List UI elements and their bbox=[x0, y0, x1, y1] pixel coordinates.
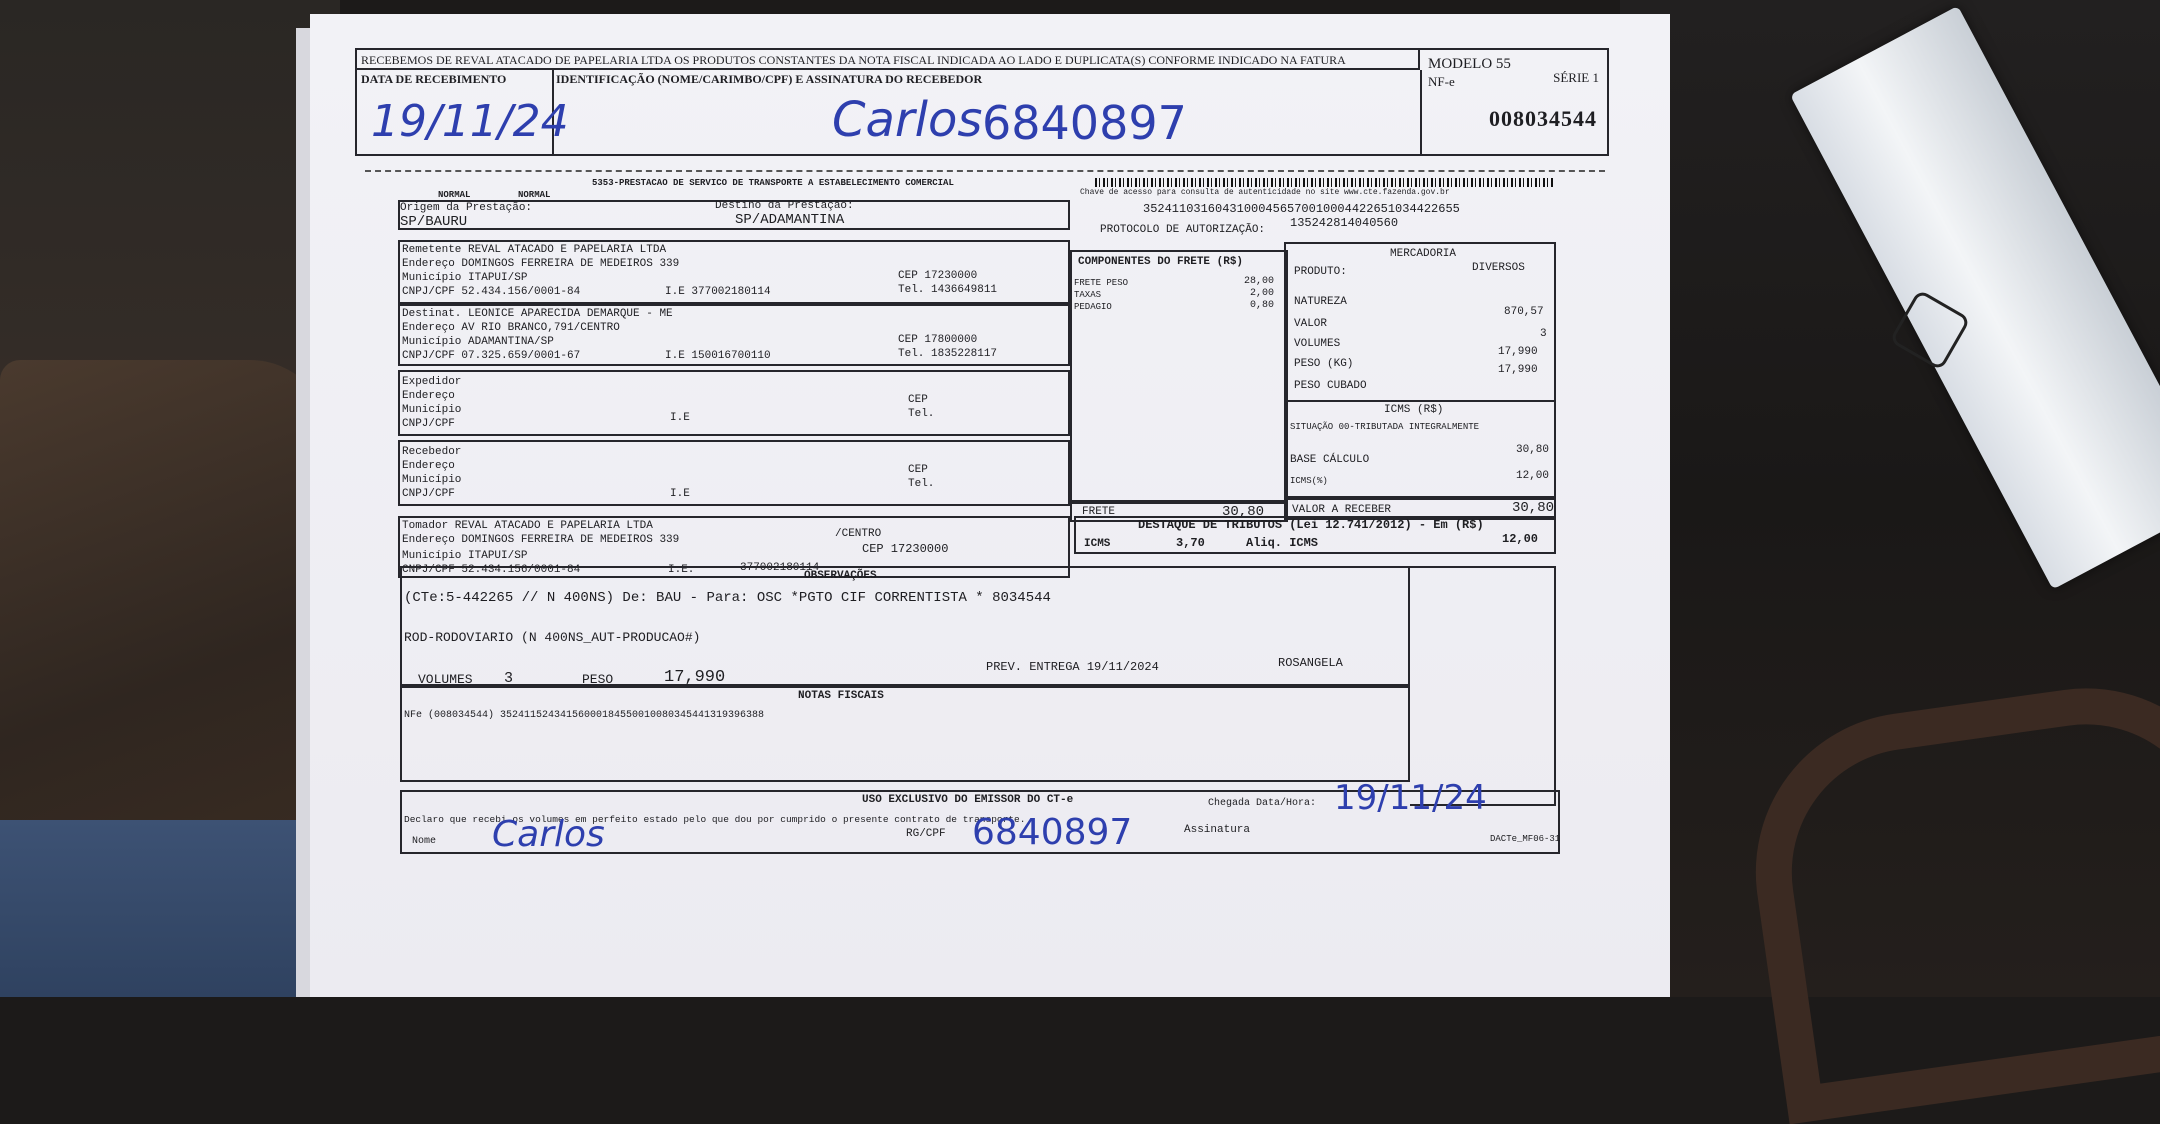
stub-header: RECEBEMOS DE REVAL ATACADO DE PAPELARIA LTDA OS PRODUTOS CONSTANTES DA NOTA FISCAL INDICADA AO LADO E DUPLICATA(S) CONFORME INDICADO NA FATURA bbox=[357, 50, 1420, 70]
expedidor-box bbox=[398, 370, 1070, 436]
observacoes-title: OBSERVAÇÕES bbox=[804, 570, 877, 582]
chave-label: Chave de acesso para consulta de autenticidade no site www.cte.fazenda.gov.br bbox=[1080, 188, 1450, 197]
valor-label: VALOR bbox=[1294, 318, 1328, 330]
origem-value: SP/BAURU bbox=[400, 214, 468, 230]
previsao-entrega: PREV. ENTREGA 19/11/2024 bbox=[986, 660, 1159, 674]
protocolo-label: PROTOCOLO DE AUTORIZAÇÃO: bbox=[1100, 224, 1266, 236]
recebedor-line2: Endereço bbox=[402, 460, 455, 472]
stub-date-label: DATA DE RECEBIMENTO bbox=[361, 72, 507, 86]
uso-exclusivo-box bbox=[400, 778, 1561, 855]
nfe-number: 008034544 bbox=[1489, 106, 1597, 131]
tomador-ie: I.E. bbox=[668, 564, 695, 576]
origem-destino-box bbox=[398, 200, 1070, 230]
dacte-code: DACTe_MF06-31 bbox=[1490, 834, 1561, 844]
remetente-ie: I.E 377002180114 bbox=[665, 286, 771, 298]
recebedor-line3: Município bbox=[402, 474, 462, 486]
destinatario-box bbox=[398, 304, 1070, 366]
remetente-box bbox=[398, 240, 1070, 304]
nome-signature: Carlos bbox=[492, 814, 605, 855]
observacoes-line1: (CTe:5-442265 // N 400NS) De: BAU - Para: OSC *PGTO CIF CORRENTISTA * 8034544 bbox=[404, 590, 1051, 606]
notas-fiscais-title: NOTAS FISCAIS bbox=[798, 690, 884, 702]
peso-label: PESO (KG) bbox=[1294, 358, 1354, 370]
expedidor-line4: CNPJ/CPF bbox=[402, 418, 455, 430]
uso-exclusivo-title: USO EXCLUSIVO DO EMISSOR DO CT-e bbox=[862, 794, 1074, 806]
chegada-value: 19/11/24 bbox=[1334, 778, 1487, 818]
natureza-label: NATUREZA bbox=[1294, 296, 1347, 308]
observacoes-line2: ROD-RODOVIARIO (N 400NS_AUT-PRODUCAO#) bbox=[404, 630, 701, 645]
tomador-cep: CEP 17230000 bbox=[862, 542, 949, 556]
expedidor-line3: Município bbox=[402, 404, 462, 416]
normal-label-1: NORMAL bbox=[438, 190, 471, 200]
perforation-line bbox=[365, 170, 1605, 172]
nfe-label: NF-e bbox=[1428, 74, 1455, 89]
pedagio-value: 0,80 bbox=[1250, 300, 1275, 311]
valor-receber-label: VALOR A RECEBER bbox=[1292, 504, 1392, 516]
obs-volumes-label: VOLUMES bbox=[418, 672, 473, 687]
frete-peso-value: 28,00 bbox=[1244, 276, 1275, 287]
destinatario-cep: CEP 17800000 bbox=[898, 334, 978, 346]
expedidor-tel: Tel. bbox=[908, 408, 935, 420]
destinatario-line3: Município ADAMANTINA/SP bbox=[402, 336, 554, 348]
tomador-centro: /CENTRO bbox=[835, 528, 882, 540]
normal-label-2: NORMAL bbox=[518, 190, 551, 200]
destino-label: Destino da Prestação: bbox=[715, 200, 854, 212]
icms-situacao: SITUAÇÃO 00-TRIBUTADA INTEGRALMENTE bbox=[1290, 422, 1480, 432]
frete-peso-label: FRETE PESO bbox=[1074, 278, 1129, 288]
recebedor-ie: I.E bbox=[670, 488, 690, 500]
stub-id-cell bbox=[552, 70, 1422, 154]
destino-value: SP/ADAMANTINA bbox=[735, 212, 845, 228]
rg-cpf-value: 6840897 bbox=[972, 812, 1133, 853]
stub-date-cell bbox=[357, 70, 569, 154]
destaque-aliq-label: Aliq. ICMS bbox=[1246, 536, 1319, 550]
tomador-line1: Tomador REVAL ATACADO E PAPELARIA LTDA bbox=[402, 520, 653, 532]
destinatario-line4: CNPJ/CPF 07.325.659/0001-67 bbox=[402, 350, 581, 362]
stub-id-label: IDENTIFICAÇÃO (NOME/CARIMBO/CPF) E ASSINATURA DO RECEBEDOR bbox=[556, 72, 983, 86]
destaque-box bbox=[1074, 516, 1556, 554]
volumes-label: VOLUMES bbox=[1294, 338, 1341, 350]
taxas-label: TAXAS bbox=[1074, 290, 1102, 300]
stub-date-handwritten: 19/11/24 bbox=[371, 96, 569, 147]
remetente-cep: CEP 17230000 bbox=[898, 270, 978, 282]
destinatario-tel: Tel. 1835228117 bbox=[898, 348, 998, 360]
icms-box bbox=[1284, 400, 1556, 500]
jeans-background bbox=[0, 820, 330, 997]
base-calculo-label: BASE CÁLCULO bbox=[1290, 454, 1370, 466]
expedidor-line2: Endereço bbox=[402, 390, 455, 402]
remetente-line3: Município ITAPUI/SP bbox=[402, 272, 528, 284]
assinatura-label: Assinatura bbox=[1184, 824, 1251, 836]
taxas-value: 2,00 bbox=[1250, 288, 1275, 299]
tomador-ie-value: 377002180114 bbox=[740, 562, 820, 574]
protocolo-value: 135242814040560 bbox=[1290, 216, 1399, 230]
recebedor-line4: CNPJ/CPF bbox=[402, 488, 455, 500]
remetente-line2: Endereço DOMINGOS FERREIRA DE MEDEIROS 339 bbox=[402, 258, 680, 270]
expedidor-ie: I.E bbox=[670, 412, 690, 424]
dacte-form bbox=[398, 178, 1568, 868]
chave-value: 35241103160431000456570010004422651034422655 bbox=[1143, 202, 1460, 216]
rg-cpf-label: RG/CPF bbox=[906, 828, 946, 840]
nome-label: Nome bbox=[412, 836, 437, 847]
destaque-title: DESTAQUE DE TRIBUTOS (Lei 12.741/2012) - Em (R$) bbox=[1138, 518, 1484, 532]
peso-cubado-value: 17,990 bbox=[1498, 364, 1538, 376]
obs-peso-value: 17,990 bbox=[664, 668, 726, 687]
destinatario-line2: Endereço AV RIO BRANCO,791/CENTRO bbox=[402, 322, 620, 334]
jacket-background bbox=[0, 360, 330, 880]
recebedor-cep: CEP bbox=[908, 464, 928, 476]
peso-cubado-label: PESO CUBADO bbox=[1294, 380, 1367, 392]
observacoes-box bbox=[400, 566, 1410, 686]
cfop-text: 5353-PRESTACAO DE SERVICO DE TRANSPORTE A ESTABELECIMENTO COMERCIAL bbox=[592, 178, 954, 188]
remetente-tel: Tel. 1436649811 bbox=[898, 284, 998, 296]
icms-aliq-value: 12,00 bbox=[1516, 470, 1550, 482]
right-blank-box bbox=[1410, 566, 1556, 806]
declaro-text: Declaro que recebi os volumes em perfeito estado pelo que dou por cumprido o presente contrato de transporte. bbox=[404, 814, 1026, 825]
valor-value: 870,57 bbox=[1504, 306, 1544, 318]
volumes-value: 3 bbox=[1540, 328, 1547, 340]
expedidor-cep: CEP bbox=[908, 394, 928, 406]
frete-value: 30,80 bbox=[1222, 504, 1265, 520]
base-calculo-value: 30,80 bbox=[1516, 444, 1550, 456]
frete-label: FRETE bbox=[1082, 506, 1116, 518]
destaque-icms-value: 3,70 bbox=[1176, 536, 1205, 550]
remetente-line4: CNPJ/CPF 52.434.156/0001-84 bbox=[402, 286, 581, 298]
tomador-line3: Município ITAPUI/SP bbox=[402, 550, 528, 562]
recebedor-box bbox=[398, 440, 1070, 506]
notas-fiscais-line1: NFe (008034544) 35241152434156000184550010080345441319396388 bbox=[404, 710, 765, 721]
notas-fiscais-box bbox=[400, 686, 1410, 782]
destinatario-line1: Destinat. LEONICE APARECIDA DEMARQUE - ME bbox=[402, 308, 673, 320]
remetente-line1: Remetente REVAL ATACADO E PAPELARIA LTDA bbox=[402, 244, 667, 256]
tomador-line4: CNPJ/CPF 52.434.156/0001-84 bbox=[402, 564, 581, 576]
destaque-aliq-value: 12,00 bbox=[1502, 532, 1539, 546]
receipt-stub bbox=[355, 48, 1609, 156]
mercadoria-box bbox=[1284, 242, 1556, 402]
mercadoria-title: MERCADORIA bbox=[1390, 248, 1457, 260]
barcode bbox=[1095, 178, 1555, 187]
origem-label: Origem da Prestação: bbox=[400, 202, 533, 214]
pedagio-label: PEDAGIO bbox=[1074, 302, 1112, 312]
stub-doc-number: 6840897 bbox=[982, 96, 1187, 150]
produto-value: DIVERSOS bbox=[1472, 262, 1525, 274]
expedidor-line1: Expedidor bbox=[402, 376, 462, 388]
icms-title: ICMS (R$) bbox=[1384, 404, 1444, 416]
obs-volumes-value: 3 bbox=[504, 670, 514, 687]
stub-signature: Carlos bbox=[832, 92, 983, 148]
destinatario-ie: I.E 150016700110 bbox=[665, 350, 771, 362]
nfe-model-cell bbox=[1422, 50, 1607, 154]
destaque-icms-label: ICMS bbox=[1084, 538, 1111, 550]
componentes-box bbox=[1070, 250, 1288, 504]
icms-aliq-label: ICMS(%) bbox=[1290, 476, 1328, 486]
tomador-line2: Endereço DOMINGOS FERREIRA DE MEDEIROS 339 bbox=[402, 534, 680, 546]
rosangela-label: ROSANGELA bbox=[1278, 656, 1343, 670]
serie-label: SÉRIE 1 bbox=[1553, 70, 1599, 85]
valor-receber-value: 30,80 bbox=[1512, 500, 1555, 516]
produto-label: PRODUTO: bbox=[1294, 266, 1347, 278]
chegada-label: Chegada Data/Hora: bbox=[1208, 798, 1317, 809]
obs-peso-label: PESO bbox=[582, 672, 614, 687]
componentes-title: COMPONENTES DO FRETE (R$) bbox=[1078, 256, 1244, 268]
recebedor-tel: Tel. bbox=[908, 478, 935, 490]
modelo-label: MODELO 55 bbox=[1428, 56, 1511, 72]
peso-value: 17,990 bbox=[1498, 346, 1538, 358]
recebedor-line1: Recebedor bbox=[402, 446, 462, 458]
